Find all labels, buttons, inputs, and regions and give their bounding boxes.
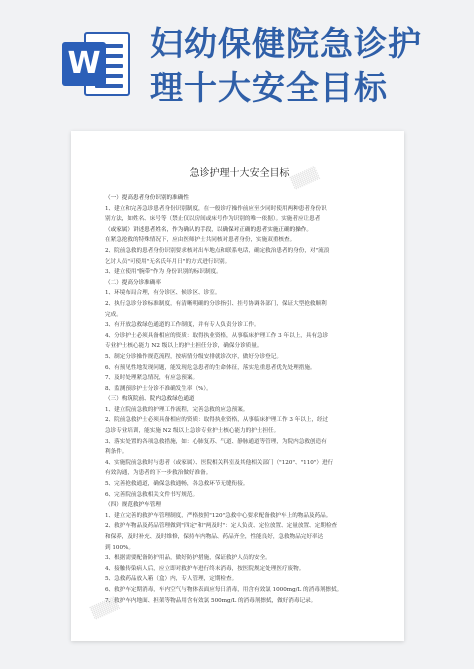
document-line: 4、分诊护士必须具备相应的资质：取得执业资格，从事临床护理工作 3 年以上，具有急诊 [105, 332, 329, 339]
watermark-mark: ▒▒▒ [89, 595, 121, 621]
document-line: 3、根据需要配备防护用品，做好防护措施，保证救护人员的安全。 [105, 555, 271, 562]
document-line: 急诊专业培训，能实施 N2 级以上急诊专业护士核心能力的护士担任。 [105, 428, 280, 435]
document-line: （四）规范救护车管理 [105, 502, 161, 509]
document-line: （三）构筑院前、院内急救绿色通道 [105, 396, 195, 403]
document-line: 在紧急抢救的特殊情况下，应由医师护士共同核对患者身份，实施双重核查。 [105, 237, 296, 244]
document-line: （一）提高患者身份识别的准确性 [105, 195, 189, 201]
word-icon-letter: W [62, 42, 106, 86]
document-line: 4、实施院前急救时与患者（或家属）、医院相关科室及其他相关部门（"120"、"110"）进行 [105, 459, 334, 466]
document-line: 利条件。 [105, 449, 128, 456]
document-line: 有效沟通，为患者的下一步救治做好准备。 [105, 470, 212, 477]
document-title: 急诊护理十大安全目标 [189, 168, 290, 179]
document-line: 3、落实处置的各项急救措施，如：心肺复苏、气道、静脉通道等管理，为院内急救创造有 [105, 438, 327, 445]
document-line: 4、接触传染病人后，应立即对救护车进行终末消毒，按医院规定处理医疗废物。 [105, 565, 305, 572]
document-line: 7、救护车内地面、担架等物品用含有效氯 500mg/L 的消毒剂擦拭，做好消毒记录。 [105, 597, 317, 604]
watermark-mark: ▒▒▒ [289, 165, 321, 191]
document-line: 和保养，及时补充、及时维修，保持车内物品、药品齐全，性能良好，急救物品完好率达 [105, 534, 324, 540]
document-line: 7、及时处理紧急情况，有应急预案。 [105, 375, 199, 382]
document-preview-banner [0, 0, 474, 120]
document-line: 6、有预见性地发现问题，能发现危急患者的生命体征，落实危重患者优先处理措施。 [105, 364, 316, 371]
document-line: 专业护士核心能力 N2 级以上的护士担任分诊，确保分诊质量。 [105, 343, 263, 350]
document-line: 乞讨人员"可使用"无名氏年月日"的方式进行识别。 [105, 258, 231, 265]
document-line: 完成。 [105, 311, 122, 318]
document-line: 2、院前急救的患者身份识别要求核对出车地点和联系电话，确定救治患者的身份，对"流浪 [105, 247, 330, 254]
banner-title [150, 22, 450, 110]
document-body [105, 193, 374, 606]
document-line: 2、院前急救护士必须具备相应的资质：取得执业资格，从事临床护理工作 3 年以上，经过 [105, 417, 329, 424]
document-line: 8、监测预诊护士分诊不准确发生率（%）。 [105, 385, 212, 392]
document-line: 到 100%。 [105, 544, 134, 551]
document-line: 1、环境布局合理，有分诊区、候诊区、诊室。 [105, 290, 221, 297]
document-line: 1、建立和完善急诊患者身份识别制度，在一般诊疗操作前应至少同时使用两种患者身份识 [105, 205, 327, 212]
document-line: 2、救护车物品及药品管理做到"四定"和"两及时"：定人负责、定位放置、定量放置、定期检查 [105, 523, 338, 530]
document-line: （二）提高分诊准确率 [105, 279, 161, 286]
word-document-icon [58, 26, 136, 104]
document-line: 3、有开放急救绿色通道的工作制度，并有专人负责分诊工作。 [105, 322, 260, 329]
document-line: 5、急救药品放入箱（盒）内，专人管理，定期检查。 [105, 576, 238, 583]
document-page [71, 131, 404, 641]
banner-title-line-2: 理十大安全目标 [150, 68, 388, 107]
banner-title-line-1: 妇幼保健院急诊护 [150, 24, 422, 63]
document-line: 1、建立完善的救护车管理制度，严格按照"120"急救中心要求配备救护车上的物品及药品。 [105, 512, 332, 519]
document-line: 6、救护车定期消毒，车内空气与物体表面应每日消毒，用含有效氯 1000mg/L 的消毒剂擦拭。 [105, 586, 343, 593]
document-line: （或家属）讲述患者姓名，作为确认的手段，以确保对正确的患者实施正确的操作。 [105, 226, 312, 233]
document-line: 1、建立院前急救的护理工作流程，完善急救的应急预案。 [105, 406, 249, 413]
document-line: 3、建立使用"腕带"作为 身份识别的标识制度。 [105, 269, 222, 276]
document-line: 别方法，如姓名、床号等（禁止仅以房间或床号作为识别的唯一依据）。实施者应让患者 [105, 216, 321, 223]
document-line: 2、执行急诊分诊标准制度，有清晰明确的分诊指引、挂号协调各部门，保证大型抢救顺利 [105, 300, 327, 307]
document-line: 5、制定分诊操作规范流程，按病情分级安排就诊次序，做好分诊登记。 [105, 353, 282, 360]
document-line: 6、完善院前急救相关文件书写规范。 [105, 491, 199, 498]
document-line: 5、完善抢救通道，确保急救通畅，各急救环节无缝衔接。 [105, 481, 249, 488]
